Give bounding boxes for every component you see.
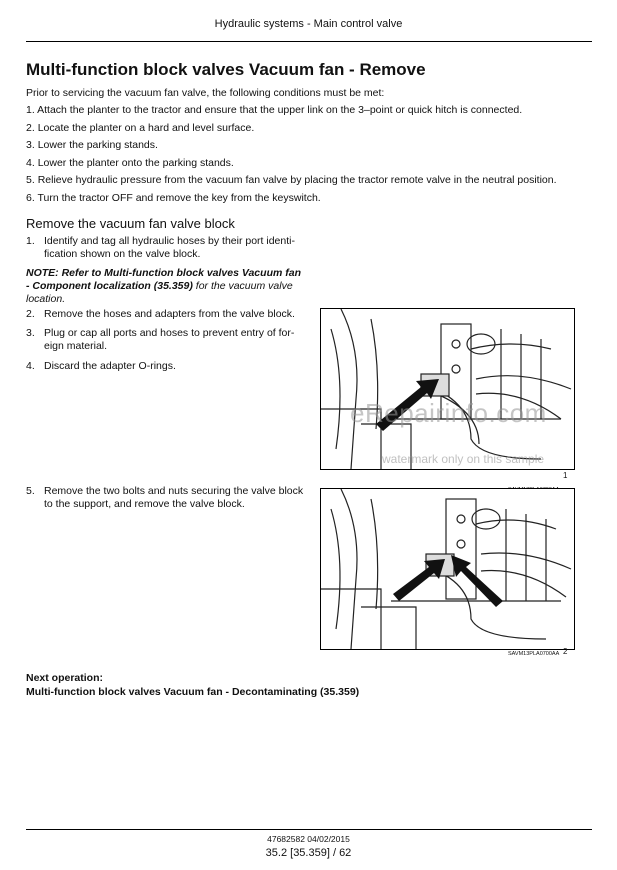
step-item: 2. Remove the hoses and adapters from the valve block. [26, 308, 295, 320]
list-item: 5. Relieve hydraulic pressure from the vacuum fan valve by placing the tractor remote valve in the neutral position. [26, 174, 557, 186]
next-operation-label: Next operation: [26, 672, 104, 684]
footer-rule [26, 829, 592, 830]
figure-2 [320, 488, 575, 650]
watermark: eRepairinfo.com [350, 398, 547, 428]
step-item: 4. Discard the adapter O-rings. [26, 360, 176, 372]
valve-block-bolts-illustration [321, 489, 574, 649]
page-title: Multi-function block valves Vacuum fan - Remove [26, 60, 426, 79]
list-item: 1. Attach the planter to the tractor and ensure that the upper link on the 3–point or quick hitch is connected. [26, 104, 523, 116]
valve-block-illustration [321, 309, 574, 469]
running-header: Hydraulic systems - Main control valve [214, 18, 403, 30]
note: NOTE: Refer to Multi-function block valves Vacuum fan - Component localization (35.359) for the vacuum valve location. [26, 267, 301, 305]
list-item: 6. Turn the tractor OFF and remove the key from the keyswitch. [26, 191, 321, 204]
section-heading: Remove the vacuum fan valve block [26, 216, 235, 231]
figure-1 [320, 308, 575, 470]
step-item: 1. Identify and tag all hydraulic hoses by their port identi- fication shown on the valve block. [26, 235, 295, 260]
conditions-list [26, 104, 596, 209]
step-item: 3. Plug or cap all ports and hoses to prevent entry of for- eign material. [26, 327, 295, 352]
watermark-sub: watermark only on this sample [382, 452, 545, 466]
figure-number: 2 [563, 647, 568, 656]
footer-doc-id: 47682582 04/02/2015 [267, 834, 350, 844]
figure-number: 1 [563, 471, 568, 480]
footer-page-number: 35.2 [35.359] / 62 [265, 847, 352, 859]
list-item: 2. Locate the planter on a hard and level surface. [26, 121, 255, 134]
figure-caption: SAVM13PLA0700AA [508, 651, 560, 657]
intro-text: Prior to servicing the vacuum fan valve, the following conditions must be met: [26, 87, 385, 99]
note-link[interactable]: Multi-function block valves Vacuum fan - Component localization (35.359) [26, 267, 301, 292]
step-item: 5. Remove the two bolts and nuts securing the valve block to the support, and remove the valve block. [26, 485, 304, 510]
list-item: 3. Lower the parking stands. [26, 139, 158, 151]
next-operation-link[interactable]: Multi-function block valves Vacuum fan - Decontaminating (35.359) [26, 686, 360, 698]
list-item: 4. Lower the planter onto the parking stands. [26, 156, 234, 169]
header-rule [26, 41, 592, 42]
